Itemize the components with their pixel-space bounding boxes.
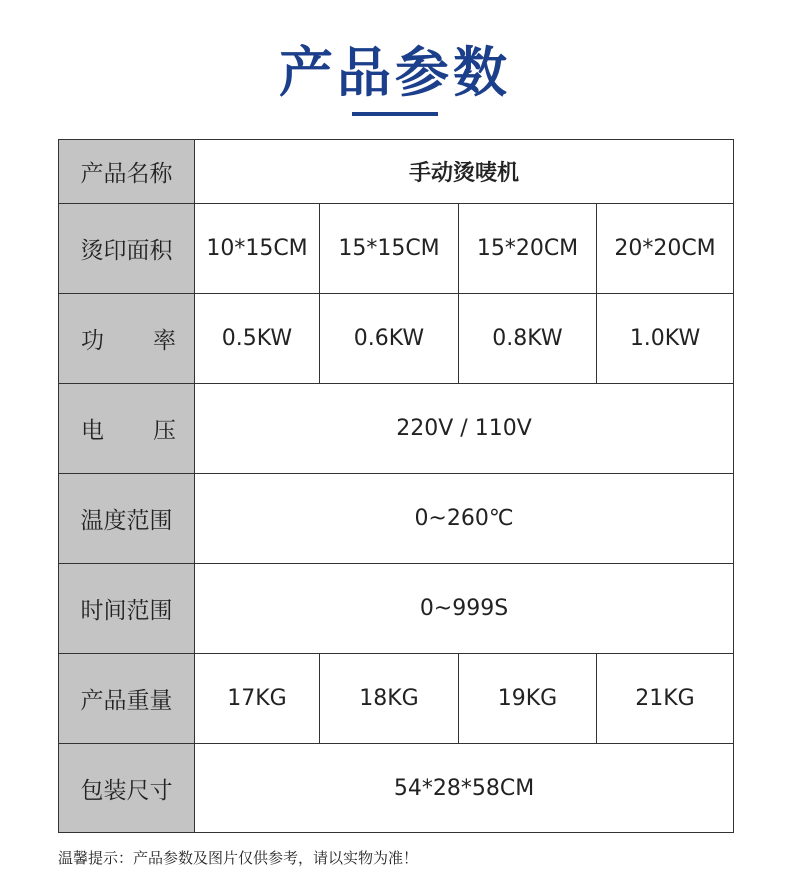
time-range-value: 0~999S (195, 564, 734, 654)
table-row-stamp-area (59, 204, 734, 294)
weight-cell: 19KG (459, 654, 597, 744)
power-cell: 0.5KW (195, 294, 320, 384)
row-label-package-size: 包装尺寸 (59, 744, 195, 833)
stamp-area-cell: 15*15CM (320, 204, 459, 294)
page-title: 产品参数 (279, 41, 511, 104)
row-label-voltage-char: 电 (81, 418, 104, 444)
table-row-time-range (59, 564, 734, 654)
row-label-power-char: 功 (81, 328, 104, 354)
voltage-value: 220V / 110V (195, 384, 734, 474)
weight-cell: 21KG (597, 654, 734, 744)
row-label-voltage-char: 压 (153, 418, 176, 444)
product-spec-table (58, 139, 734, 833)
weight-cell: 18KG (320, 654, 459, 744)
row-label-temperature-range: 温度范围 (59, 474, 195, 564)
title-underline (352, 112, 438, 116)
row-label-product-name: 产品名称 (59, 140, 195, 204)
power-cell: 1.0KW (597, 294, 734, 384)
row-label-voltage (59, 384, 195, 474)
row-label-power (59, 294, 195, 384)
table-row-weight (59, 654, 734, 744)
temperature-range-value: 0~260℃ (195, 474, 734, 564)
table-row-voltage (59, 384, 734, 474)
row-label-power-char: 率 (153, 328, 176, 354)
stamp-area-cell: 15*20CM (459, 204, 597, 294)
weight-cell: 17KG (195, 654, 320, 744)
row-label-stamp-area: 烫印面积 (59, 204, 195, 294)
table-row-temperature-range (59, 474, 734, 564)
table-row-power (59, 294, 734, 384)
row-label-time-range: 时间范围 (59, 564, 195, 654)
power-cell: 0.6KW (320, 294, 459, 384)
product-name-value: 手动烫唛机 (195, 140, 734, 204)
disclaimer-note: 温馨提示：产品参数及图片仅供参考，请以实物为准！ (58, 849, 419, 867)
package-size-value: 54*28*58CM (195, 744, 734, 833)
stamp-area-cell: 10*15CM (195, 204, 320, 294)
table-row-package-size (59, 744, 734, 833)
power-cell: 0.8KW (459, 294, 597, 384)
stamp-area-cell: 20*20CM (597, 204, 734, 294)
table-row-product-name (59, 140, 734, 204)
row-label-weight: 产品重量 (59, 654, 195, 744)
